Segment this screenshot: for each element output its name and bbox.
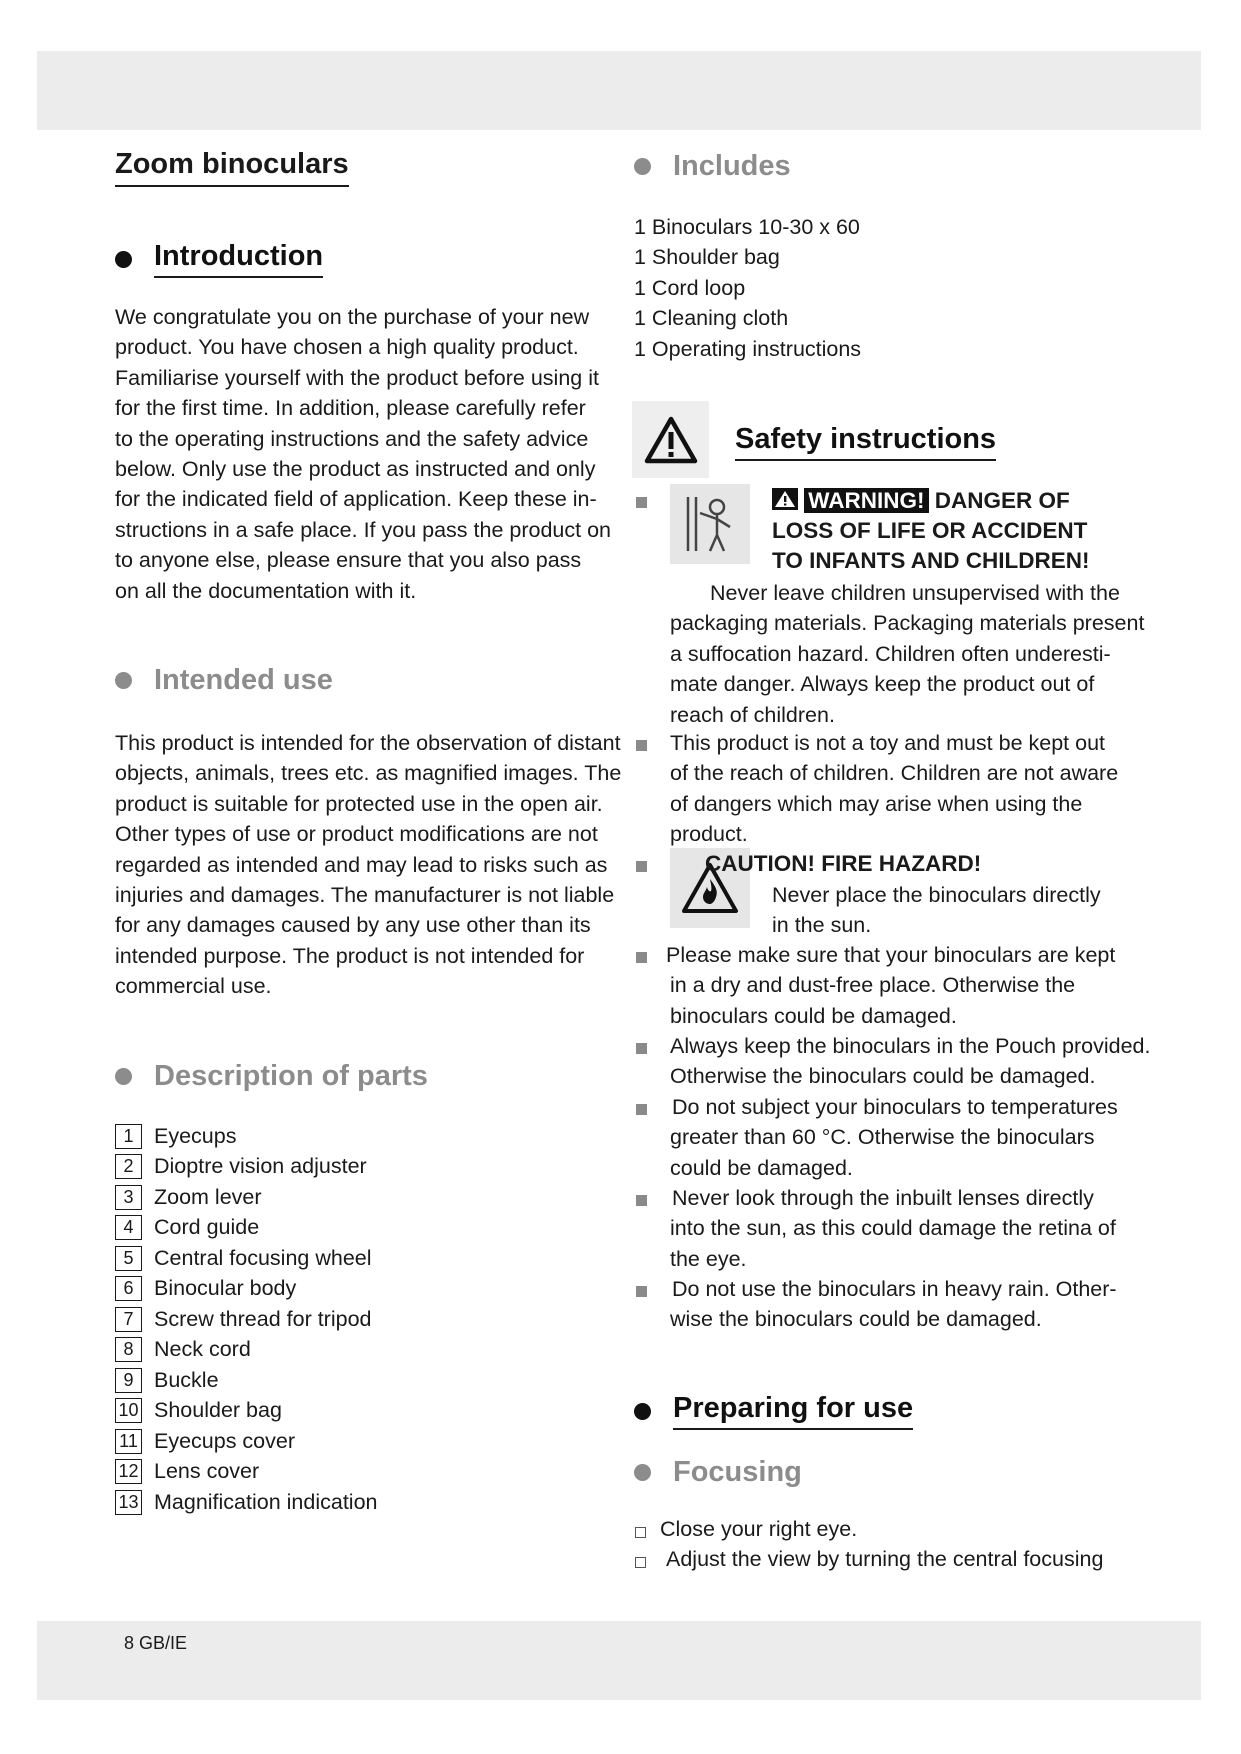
square-bullet-icon — [636, 861, 647, 872]
list-item: 2 Dioptre vision adjuster — [115, 1152, 378, 1183]
list-item: 1 Cleaning cloth — [634, 306, 789, 331]
list-item: 11 Eyecups cover — [115, 1426, 378, 1457]
list-item: 6 Binocular body — [115, 1274, 378, 1305]
warning-title-line-3: TO INFANTS AND CHILDREN! — [772, 548, 1090, 573]
list-item: 8 Neck cord — [115, 1335, 378, 1366]
list-item: 3 Zoom lever — [115, 1182, 378, 1213]
caution-text: Never place the binoculars directly in the sun. — [772, 883, 1101, 938]
warning-small-icon — [772, 488, 804, 513]
page-title: Zoom binoculars — [115, 148, 349, 187]
focusing-step-2: Adjust the view by turning the central focusing — [666, 1547, 1104, 1571]
bullet-dot-icon — [634, 158, 651, 175]
focusing-step-1: Close your right eye. — [660, 1517, 858, 1541]
caution-title: CAUTION! FIRE HAZARD! — [705, 851, 982, 876]
introduction-text: We congratulate you on the purchase of your new product. You have chosen a high quality product. Familiarise yourself with the product before using it for the first time. In addition, please carefully refer to the operating instructions and the safety advice below. Only use the product as instructed and only for the indicated field of application. Keep these in- structions in a safe place. If you pass the product on to anyone else, please ensure that you also pass on all the documentation with it. — [115, 305, 611, 603]
warning-title-line-2: LOSS OF LIFE OR ACCIDENT — [772, 518, 1088, 543]
square-bullet-icon — [636, 952, 647, 963]
header-band — [37, 51, 1201, 130]
introduction-heading: Introduction — [115, 240, 323, 278]
includes-heading: Includes — [634, 150, 791, 183]
square-bullet-icon — [636, 740, 647, 751]
safety-item-temperature: Do not subject your binoculars to temperatures greater than 60 °C. Otherwise the binoculars could be damaged. — [670, 1095, 1118, 1180]
bullet-dot-icon — [634, 1464, 651, 1481]
square-bullet-icon — [636, 1195, 647, 1206]
intended-use-heading: Intended use — [115, 664, 333, 697]
safety-item-rain: Do not use the binoculars in heavy rain. Other- wise the binoculars could be damaged. — [670, 1277, 1117, 1332]
bullet-dot-icon — [634, 1403, 651, 1420]
list-item: 1 Operating instructions — [634, 336, 862, 361]
safety-item-sun: Never look through the inbuilt lenses directly into the sun, as this could damage the retina of the eye. — [670, 1186, 1116, 1271]
square-bullet-icon — [636, 1286, 647, 1297]
list-item: 1 Cord loop — [634, 275, 746, 300]
parts-list — [115, 1121, 378, 1518]
warning-text: Never leave children unsupervised with the packaging materials. Packaging materials present a suffocation hazard. Children often underesti- mate danger. Always keep the product out of reach of children. — [670, 581, 1145, 727]
list-item: 4 Cord guide — [115, 1213, 378, 1244]
footer-band — [37, 1621, 1201, 1700]
list-item: 10 Shoulder bag — [115, 1396, 378, 1427]
square-bullet-icon — [636, 1043, 647, 1054]
safety-item-pouch: Always keep the binoculars in the Pouch provided. Otherwise the binoculars could be damaged. — [670, 1034, 1151, 1089]
preparing-heading: Preparing for use — [634, 1392, 913, 1430]
bullet-dot-icon — [115, 672, 132, 689]
warning-label: WARNING! — [804, 488, 928, 513]
description-heading: Description of parts — [115, 1060, 428, 1093]
bullet-dot-icon — [115, 1068, 132, 1085]
includes-list — [634, 212, 861, 364]
square-bullet-icon — [636, 497, 647, 508]
list-item: 1 Shoulder bag — [634, 245, 780, 270]
list-item: 1 Eyecups — [115, 1121, 378, 1152]
square-bullet-icon — [636, 1104, 647, 1115]
list-item: 5 Central focusing wheel — [115, 1243, 378, 1274]
safety-heading: Safety instructions — [735, 423, 996, 461]
safety-item-toy: This product is not a toy and must be kept out of the reach of children. Children are not aware of dangers which may arise when using the product. — [670, 731, 1119, 847]
list-item: 7 Screw thread for tripod — [115, 1304, 378, 1335]
list-item: 13 Magnification indication — [115, 1487, 378, 1518]
safety-item-dry: Please make sure that your binoculars are kept in a dry and dust-free place. Otherwise the binoculars could be damaged. — [666, 943, 1116, 1028]
focusing-heading: Focusing — [634, 1456, 802, 1489]
warning-triangle-icon — [632, 401, 709, 478]
warning-title: WARNING! DANGER OF — [772, 486, 1070, 516]
bullet-dot-icon — [115, 251, 132, 268]
step-checkbox-icon — [635, 1527, 646, 1538]
step-checkbox-icon — [635, 1557, 646, 1568]
list-item: 1 Binoculars 10-30 x 60 — [634, 215, 860, 239]
list-item: 9 Buckle — [115, 1365, 378, 1396]
child-hazard-icon — [670, 484, 750, 564]
intended-use-text: This product is intended for the observation of distant objects, animals, trees etc. as magnified images. The product is suitable for protected use in the open air. Other types of use or product modifications are not regarded as intended and may lead to risks such as injuries and damages. The manufacturer is not liable for any damages caused by any use other than its intended purpose. The product is not intended for commercial use. — [115, 731, 622, 999]
page-footer: 8 GB/IE — [124, 1633, 188, 1653]
list-item: 12 Lens cover — [115, 1457, 378, 1488]
